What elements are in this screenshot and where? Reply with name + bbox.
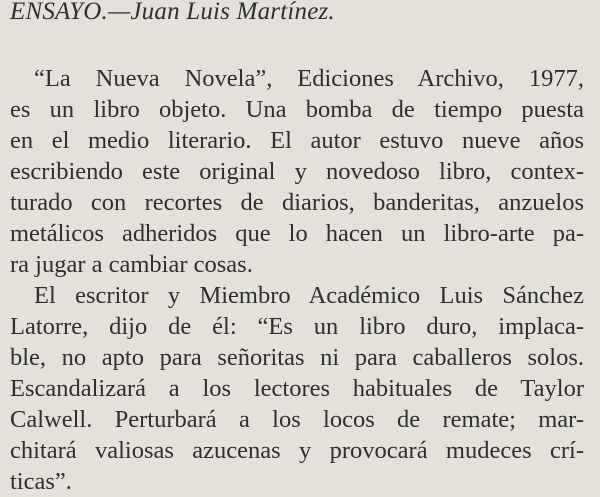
text-line: “La Nueva Novela”, Ediciones Archivo, 1977, — [34, 65, 584, 92]
text-line: turado con recortes de diarios, banderitas, anzuelos — [10, 189, 584, 216]
paragraph-1 — [10, 63, 584, 280]
text-line: Calwell. Perturbará a los locos de remate; mar- — [10, 406, 584, 433]
text-line: chitará valiosas azucenas y provocará mudeces crí- — [10, 437, 584, 464]
text-line: metálicos adheridos que lo hacen un libro-arte pa- — [10, 220, 584, 247]
text-line: Latorre, dijo de él: “Es un libro duro, implaca- — [10, 313, 584, 340]
text-line: ble, no apto para señoritas ni para caballeros solos. — [10, 344, 584, 371]
text-line: escribiendo este original y novedoso libro, contex- — [10, 158, 584, 185]
text-line: ra jugar a cambiar cosas. — [10, 251, 253, 278]
text-line: es un libro objeto. Una bomba de tiempo puesta — [10, 96, 584, 123]
article-body — [10, 63, 584, 497]
text-line: en el medio literario. El autor estuvo nueve años — [10, 127, 584, 154]
text-line: Escandalizará a los lectores habituales de Taylor — [10, 375, 584, 402]
text-line: El escritor y Miembro Académico Luis Sánchez — [34, 282, 584, 309]
text-line: ticas”. — [10, 468, 72, 495]
paragraph-2 — [10, 280, 584, 497]
article-heading: ENSAYO.—Juan Luis Martínez. — [10, 0, 335, 25]
